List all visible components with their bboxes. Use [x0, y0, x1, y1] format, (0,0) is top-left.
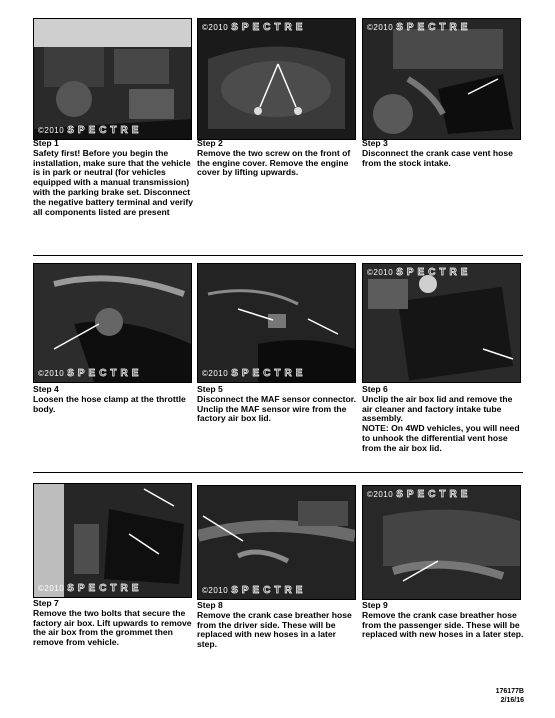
- watermark: ©2010 SPECTRE: [367, 22, 472, 33]
- step-text: Remove the crank case breather hose from the driver side. These will be replaced with new hoses in a later step.: [197, 609, 352, 650]
- step-title: Step 4: [33, 384, 59, 394]
- step-text: Loosen the hose clamp at the throttle body.: [33, 393, 186, 414]
- watermark: ©2010 SPECTRE: [202, 22, 307, 33]
- step4-photo: [33, 263, 192, 383]
- step2-photo: [197, 18, 356, 140]
- step-text: Remove the crank case breather hose from the passenger side. These will be replaced with new hoses in a later step.: [362, 609, 524, 640]
- revision-date: 2/16/16: [500, 697, 524, 704]
- step-title: Step 6: [362, 384, 388, 394]
- step6-photo: [362, 263, 521, 383]
- watermark: ©2010 SPECTRE: [38, 368, 143, 379]
- step-5: [197, 385, 357, 424]
- step-title: Step 5: [197, 384, 223, 394]
- part-number: 176177B: [495, 688, 524, 695]
- step5-photo: [197, 263, 356, 383]
- step7-photo: [33, 483, 192, 598]
- step-title: Step 7: [33, 598, 59, 608]
- footer: [496, 687, 524, 705]
- step8-photo: [197, 485, 356, 600]
- step-text: Unclip the air box lid and remove the air cleaner and factory intake tube assembly.: [362, 393, 513, 424]
- divider: [33, 255, 523, 256]
- step3-photo: [362, 18, 521, 140]
- step-title: Step 1: [33, 138, 59, 148]
- step-7: [33, 599, 195, 648]
- watermark: ©2010 SPECTRE: [202, 585, 307, 596]
- step-title: Step 2: [197, 138, 223, 148]
- step-1: [33, 139, 193, 217]
- step-6: [362, 385, 524, 454]
- step-title: Step 9: [362, 600, 388, 610]
- step1-photo: [33, 18, 192, 140]
- step-text: Disconnect the crank case vent hose from the stock intake.: [362, 147, 513, 168]
- step-2: [197, 139, 357, 178]
- step-text: Remove the two screw on the front of the engine cover. Remove the engine cover by lifting upwards.: [197, 147, 351, 178]
- step-text: Safety first! Before you begin the installation, make sure that the vehicle is in park or neutral (for vehicles equipped with a manual transmission) with the parking brake set. Disconnect the negative battery terminal and verify all components listed are present: [33, 147, 193, 217]
- step-text: Remove the two bolts that secure the factory air box. Lift upwards to remove the air box from the grommet then remove from vehicle.: [33, 607, 192, 648]
- watermark: ©2010 SPECTRE: [367, 489, 472, 500]
- step-title: Step 3: [362, 138, 388, 148]
- step-9: [362, 601, 524, 640]
- divider: [33, 472, 523, 473]
- step-text: Disconnect the MAF sensor connector. Unclip the MAF sensor wire from the factory air box lid.: [197, 393, 357, 424]
- watermark: ©2010 SPECTRE: [38, 583, 143, 594]
- step-4: [33, 385, 193, 414]
- step-note: NOTE: On 4WD vehicles, you will need to unhook the differential vent hose from the air box lid.: [362, 423, 520, 453]
- step-3: [362, 139, 522, 168]
- watermark: ©2010 SPECTRE: [202, 368, 307, 379]
- step-title: Step 8: [197, 600, 223, 610]
- watermark: ©2010 SPECTRE: [38, 125, 143, 136]
- watermark: ©2010 SPECTRE: [367, 267, 472, 278]
- step9-photo: [362, 485, 521, 600]
- step-8: [197, 601, 357, 650]
